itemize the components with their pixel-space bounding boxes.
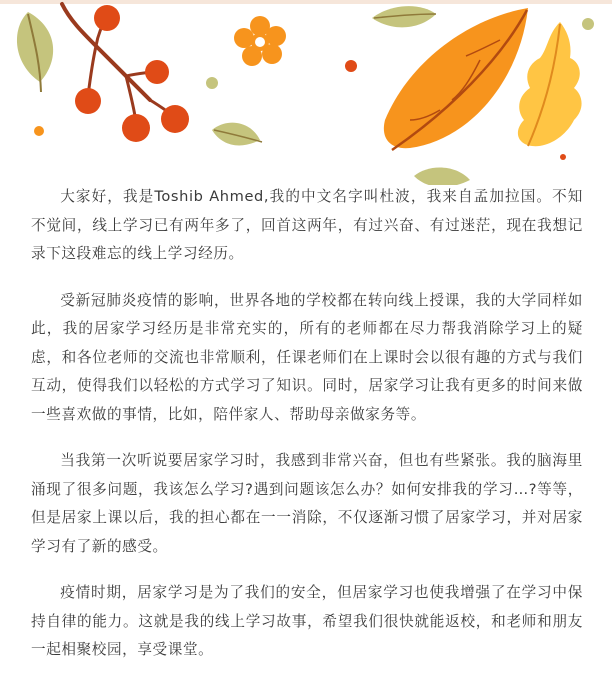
article-paragraph: 当我第一次听说要居家学习时，我感到非常兴奋，但也有些紧张。我的脑海里涌现了很多问题，我该怎么学习?遇到问题该怎么办？如何安排我的学习…?等等，但是居家上课以后，我的担心都在一一消除，不仅逐渐习惯了居家学习，并对居家学习有了新的感受。 (31, 452, 583, 555)
green-leaf-top-icon (372, 6, 436, 27)
green-dot-icon (582, 18, 594, 30)
article-paragraph: 疫情时期，居家学习是为了我们的安全，但居家学习也使我增强了在学习中保持自律的能力。这就是我的线上学习故事，希望我们很快就能返校，和老师和朋友一起相聚校园，享受课堂。 (31, 584, 583, 658)
orange-flower-icon (234, 16, 286, 66)
orange-dot-icon (34, 126, 44, 136)
yellow-leaf-icon (518, 22, 582, 146)
berry-branch-icon (62, 4, 189, 142)
green-leaf-small-icon (212, 123, 262, 146)
article-paragraph: 大家好，我是Toshib Ahmed,我的中文名字叫杜波，我来自孟加拉国。不知不觉间，线上学习已有两年多了，回首这两年，有过兴奋、有过迷茫，现在我想记录下这段难忘的线上学习经历。 (31, 188, 583, 262)
green-leaf-left-icon (17, 12, 53, 92)
article-body (31, 183, 583, 683)
orange-leaf-icon (384, 8, 528, 150)
article-paragraph: 受新冠肺炎疫情的影响，世界各地的学校都在转向线上授课，我的大学同样如此，我的居家学习经历是非常充实的，所有的老师都在尽力帮我消除学习上的疑虑，和各位老师的交流也非常顺利，任课老师们在上课时会以很有趣的方式与我们互动，使得我们以轻松的方式学习了知识。同时，居家学习让我有更多的时间来做一些喜欢做的事情，比如，陪伴家人、帮助母亲做家务等。 (31, 291, 583, 423)
autumn-header-illustration (0, 0, 612, 185)
green-dot-icon (206, 77, 218, 89)
red-dot-icon (560, 154, 566, 160)
red-dot-icon (345, 60, 357, 72)
